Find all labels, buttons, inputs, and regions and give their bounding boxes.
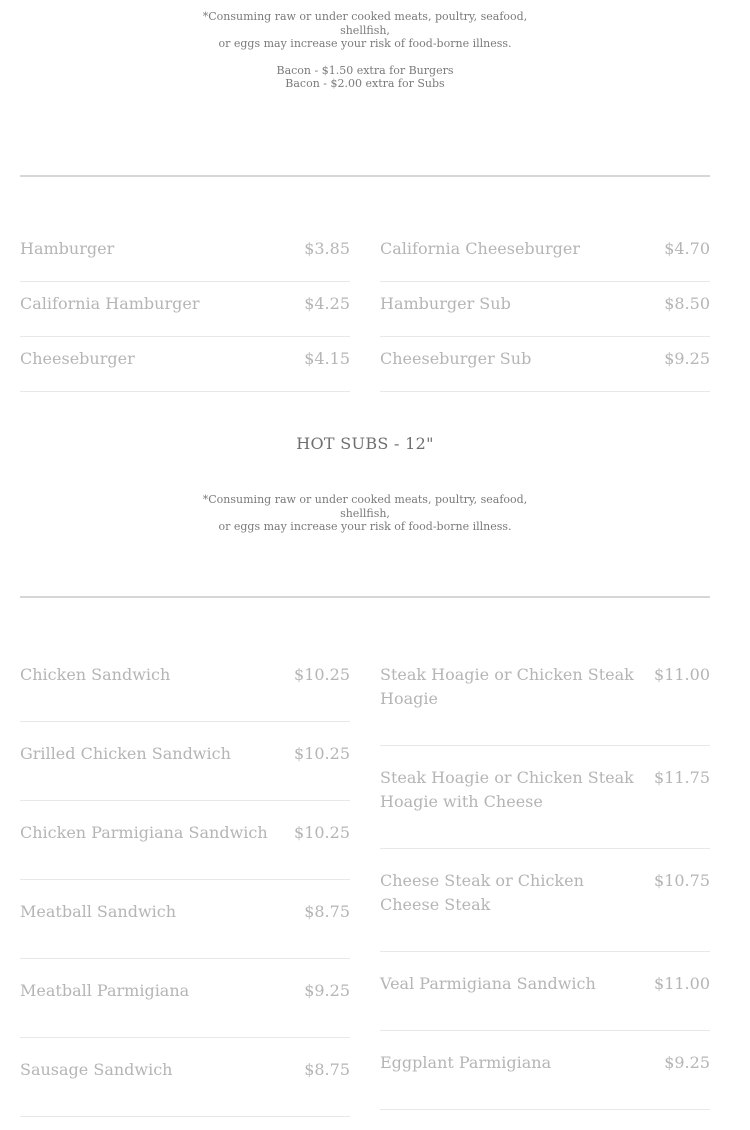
item-price: $9.25	[304, 981, 350, 1000]
menu-item	[20, 959, 350, 1038]
item-name: Cheeseburger	[20, 349, 135, 368]
item-price: $9.25	[664, 1053, 710, 1072]
item-price: $11.00	[654, 974, 710, 993]
menu-item	[20, 227, 350, 282]
item-name: Grilled Chicken Sandwich	[20, 744, 231, 763]
item-name: Eggplant Parmigiana	[380, 1053, 552, 1072]
menu-item	[380, 1031, 710, 1110]
item-name: Chicken Sandwich	[20, 665, 171, 684]
menu-item	[380, 746, 710, 849]
bacon-note: Bacon - $1.50 extra for Burgers	[276, 63, 454, 77]
burgers-right-column	[380, 227, 710, 392]
item-name: Meatball Sandwich	[20, 902, 177, 921]
menu-item	[380, 643, 710, 746]
item-price: $10.25	[294, 665, 350, 684]
menu-item	[380, 227, 710, 282]
warning-line: shellfish,	[340, 23, 390, 37]
hot-subs-right-column	[380, 643, 710, 1110]
menu-item	[20, 337, 350, 392]
item-name: California Cheeseburger	[380, 239, 580, 258]
section-title-hot-subs: HOT SUBS - 12"	[296, 434, 434, 453]
warning-line: or eggs may increase your risk of food-borne illness.	[218, 37, 512, 50]
section-divider	[20, 175, 710, 177]
item-price: $4.70	[664, 239, 710, 258]
item-price: $4.25	[304, 294, 350, 313]
item-price: $10.25	[294, 744, 350, 763]
menu-item	[20, 722, 350, 801]
menu-item	[20, 801, 350, 880]
item-name: California Hamburger	[20, 294, 200, 313]
item-name: Sausage Sandwich	[20, 1060, 173, 1079]
item-price: $11.00	[654, 665, 710, 684]
item-name: Steak Hoagie or Chicken Steak Hoagie with Cheese	[380, 768, 634, 811]
bacon-note: Bacon - $2.00 extra for Subs	[285, 77, 445, 90]
item-price: $8.75	[304, 1060, 350, 1079]
item-price: $10.75	[654, 871, 710, 890]
item-name: Cheeseburger Sub	[380, 349, 532, 368]
hot-subs-notice	[0, 493, 730, 534]
warning-line: *Consuming raw or under cooked meats, poultry, seafood,	[202, 10, 528, 23]
menu-item	[380, 337, 710, 392]
item-name: Cheese Steak or Chicken Cheese Steak	[380, 871, 584, 914]
warning-line: or eggs may increase your risk of food-borne illness.	[218, 520, 512, 533]
item-price: $3.85	[304, 239, 350, 258]
hot-subs-left-column	[20, 643, 350, 1117]
item-price: $4.15	[304, 349, 350, 368]
item-price: $8.75	[304, 902, 350, 921]
warning-line: *Consuming raw or under cooked meats, poultry, seafood,	[202, 493, 528, 506]
menu-item	[380, 282, 710, 337]
menu-item	[380, 849, 710, 952]
menu-item	[20, 880, 350, 959]
item-name: Hamburger Sub	[380, 294, 511, 313]
item-price: $10.25	[294, 823, 350, 842]
burgers-left-column	[20, 227, 350, 392]
menu-item	[20, 282, 350, 337]
section-divider	[20, 596, 710, 598]
burgers-notice	[0, 10, 730, 91]
item-name: Chicken Parmigiana Sandwich	[20, 823, 268, 842]
item-price: $8.50	[664, 294, 710, 313]
menu-item	[20, 643, 350, 722]
item-price: $9.25	[664, 349, 710, 368]
item-name: Veal Parmigiana Sandwich	[380, 974, 596, 993]
warning-line: shellfish,	[340, 506, 390, 520]
item-price: $11.75	[654, 768, 710, 787]
item-name: Hamburger	[20, 239, 115, 258]
item-name: Steak Hoagie or Chicken Steak Hoagie	[380, 665, 634, 708]
item-name: Meatball Parmigiana	[20, 981, 190, 1000]
menu-item	[20, 1038, 350, 1117]
menu-item	[380, 952, 710, 1031]
